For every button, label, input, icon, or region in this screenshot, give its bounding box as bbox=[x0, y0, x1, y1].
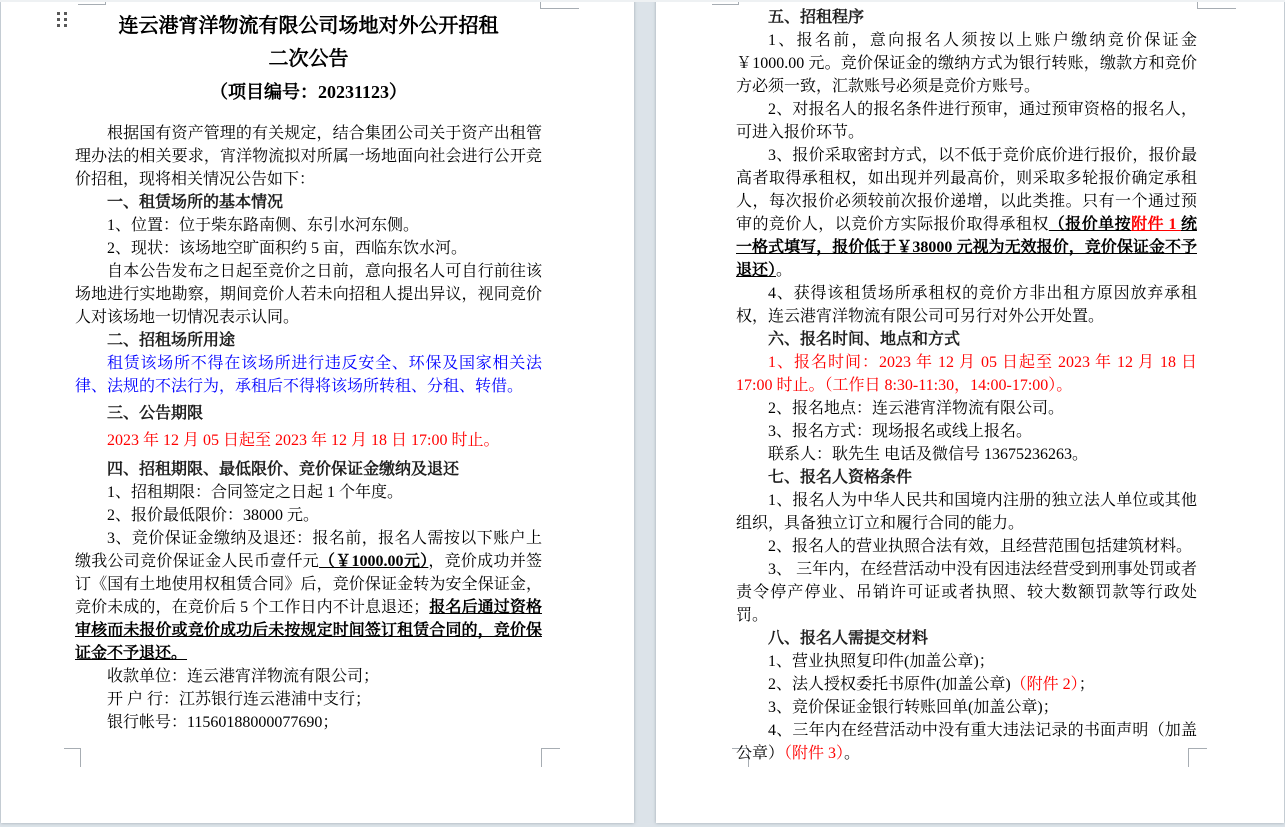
document-heading: 六、报名时间、地点和方式 bbox=[768, 331, 961, 348]
drag-handle-icon[interactable] bbox=[57, 12, 67, 28]
document-heading: 八、报名人需提交材料 bbox=[768, 630, 929, 647]
document-paragraph: 4、获得该租赁场所承租权的竞价方非出租方原因放弃承租权，连云港宵洋物流有限公司可另行对外公开处置。 bbox=[736, 285, 1197, 325]
document-paragraph: 银行帐号：11560188000077690； bbox=[107, 714, 339, 731]
document-paragraph: 1、报名人为中华人民共和国境内注册的独立法人单位或其他组织，具备独立订立和履行合同的能力。 bbox=[736, 492, 1197, 532]
document-paragraph: 2、报名人的营业执照合法有效，且经营范围包括建筑材料。 bbox=[768, 538, 1193, 555]
document-paragraph: 2、现状：该场地空旷面积约 5 亩，西临东饮水河。 bbox=[107, 240, 468, 257]
document-heading: 七、报名人资格条件 bbox=[768, 469, 913, 486]
document-paragraph: 3、竞价保证金缴纳及退还：报名前，报名人需按以下账户上缴我公司竞价保证金人民币壹仟元（￥1000.00元），竞价成功并签订《国有土地使用权租赁合同》后，竞价保证金转为安全保证金，竞价未成的，在竞价后 5 个工作日内不计息退还；报名后通过资格审核而未报价或竞价成功后未按规定时间签订租赁合同的，竞价保证金不予退还。 bbox=[75, 530, 542, 662]
document-heading: 五、招租程序 bbox=[768, 9, 865, 26]
document-paragraph: 1、招租期限：合同签定之日起 1 个年度。 bbox=[107, 484, 404, 501]
document-paragraph: 1、报名前，意向报名人须按以上账户缴纳竞价保证金￥1000.00 元。竞价保证金的缴纳方式为银行转账，缴款方和竞价方必须一致，汇款账号必须是竞价方账号。 bbox=[736, 32, 1197, 95]
document-title-line: （项目编号：20231123） bbox=[209, 82, 407, 102]
document-paragraph: 联系人：耿先生 电话及微信号 13675236263。 bbox=[768, 446, 1089, 463]
document-paragraph: 3、竞价保证金银行转账回单(加盖公章)； bbox=[768, 699, 1059, 716]
page-2 bbox=[656, 0, 1284, 823]
document-paragraph: 根据国有资产管理的有关规定，结合集团公司关于资产出租管理办法的相关要求，宵洋物流拟对所属一场地面向社会进行公开竞价招租，现将相关情况公告如下： bbox=[75, 125, 542, 188]
text-boundary-mark bbox=[540, 0, 579, 9]
page-2-content bbox=[736, 6, 1197, 765]
text-boundary-mark bbox=[78, 0, 106, 5]
document-title-line: 连云港宵洋物流有限公司场地对外公开招租 bbox=[118, 15, 499, 37]
document-paragraph: 1、营业执照复印件(加盖公章)； bbox=[768, 653, 995, 670]
text-boundary-mark bbox=[712, 0, 739, 5]
document-paragraph: 2、对报名人的报名条件进行预审，通过预审资格的报名人，可进入报价环节。 bbox=[736, 101, 1197, 141]
text-boundary-mark bbox=[541, 748, 560, 767]
document-heading: 四、招租期限、最低限价、竞价保证金缴纳及退还 bbox=[107, 461, 460, 478]
page-1 bbox=[1, 0, 634, 823]
document-paragraph: 自本公告发布之日起至竞价之日前，意向报名人可自行前往该场地进行实地勘察，期间竞价人若未向招租人提出异议，视同竞价人对该场地一切情况表示认同。 bbox=[75, 263, 542, 326]
document-paragraph: 开 户 行：江苏银行连云港浦中支行； bbox=[107, 691, 372, 708]
document-paragraph: 3、报价采取密封方式，以不低于竞价底价进行报价，报价最高者取得承租权，如出现并列最高价，则采取多轮报价确定承租人，每次报价必须较前次报价递增，以此类推。只有一个通过预审的竞价人，以竞价方实际报价取得承租权（报价单按附件 1 统一格式填写，报价低于￥38000 元视为无效报价，竞价保证金不予退还）。 bbox=[736, 147, 1197, 279]
text-boundary-mark bbox=[1197, 0, 1236, 9]
document-paragraph: 2、报名地点：连云港宵洋物流有限公司。 bbox=[768, 400, 1065, 417]
document-paragraph: 2、报价最低限价：38000 元。 bbox=[107, 507, 320, 524]
document-paragraph: 1、报名时间：2023 年 12 月 05 日起至 2023 年 12 月 18 日 17:00 时止。（工作日 8:30-11:30，14:00-17:00）。 bbox=[736, 354, 1197, 394]
document-paragraph: 3、报名方式：现场报名或线上报名。 bbox=[768, 423, 1033, 440]
document-paragraph: 4、三年内在经营活动中没有重大违法记录的书面声明（加盖公章）（附件 3）。 bbox=[736, 722, 1197, 762]
document-heading: 一、租赁场所的基本情况 bbox=[107, 194, 284, 211]
document-title-line: 二次公告 bbox=[268, 48, 349, 70]
page-1-content bbox=[75, 10, 542, 734]
document-heading: 三、公告期限 bbox=[107, 405, 204, 422]
document-paragraph: 3、 三年内，在经营活动中没有因违法经营受到刑事处罚或者责令停产停业、吊销许可证或者执照、较大数额罚款等行政处罚。 bbox=[736, 561, 1197, 624]
text-boundary-mark bbox=[64, 748, 81, 767]
document-paragraph: 1、位置：位于柴东路南侧、东引水河东侧。 bbox=[107, 217, 420, 234]
document-paragraph: 2023 年 12 月 05 日起至 2023 年 12 月 18 日 17:00 时止。 bbox=[107, 432, 500, 449]
document-paragraph: 租赁该场所不得在该场所进行违反安全、环保及国家相关法律、法规的不法行为，承租后不得将该场所转租、分租、转借。 bbox=[75, 355, 542, 395]
document-paragraph: 2、法人授权委托书原件(加盖公章)（附件 2）； bbox=[768, 676, 1095, 693]
document-heading: 二、招租场所用途 bbox=[107, 332, 236, 349]
document-paragraph: 收款单位：连云港宵洋物流有限公司； bbox=[107, 668, 380, 685]
